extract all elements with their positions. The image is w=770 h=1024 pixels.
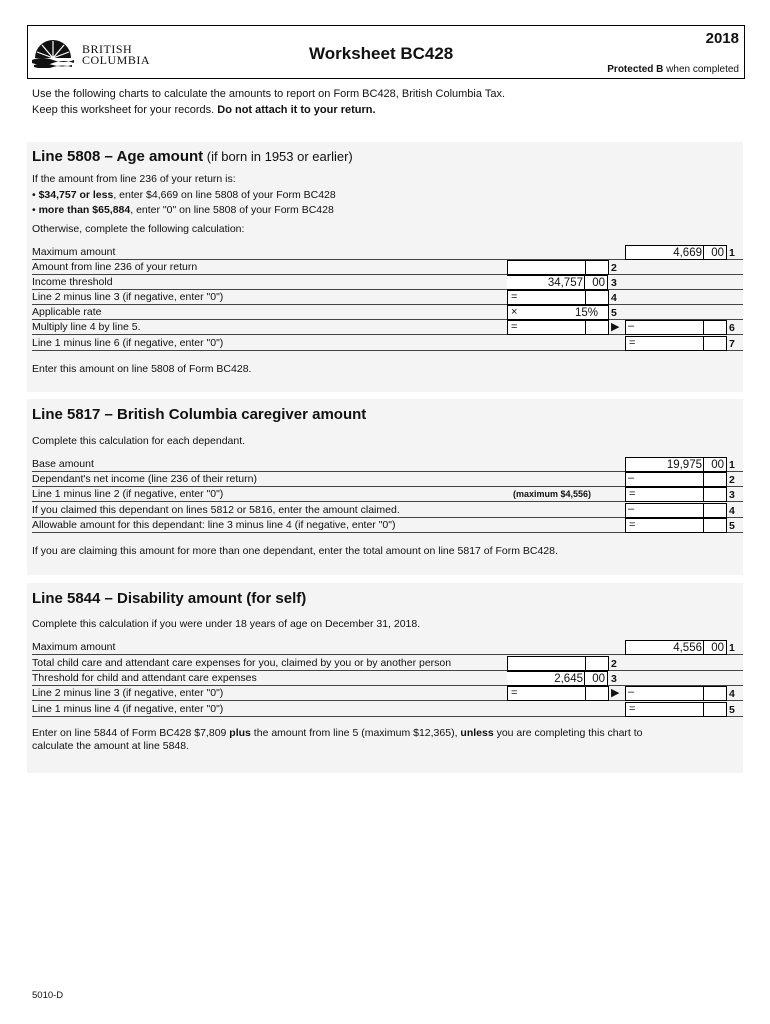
maximum-note: (maximum $4,556): [513, 489, 592, 499]
rate-field: [507, 305, 609, 320]
row-label: Multiply line 4 by line 5.: [32, 321, 141, 333]
section-line-5844: [27, 583, 743, 773]
equals-operator: =: [511, 291, 518, 303]
form-code: 5010-D: [32, 990, 64, 1001]
amount-field[interactable]: [625, 457, 727, 472]
line-5817-row-1: [27, 457, 743, 472]
line-5808-row-5: [27, 305, 743, 320]
amount-cents: 00: [592, 673, 605, 685]
logo-text-line1: BRITISH: [82, 42, 133, 56]
line-number: 7: [729, 338, 735, 350]
minus-operator: –: [628, 686, 635, 698]
section-5844-title: [32, 590, 306, 607]
line-5844-row-2: [27, 656, 743, 671]
section-line-5817: [27, 399, 743, 575]
section-5844-footer-line2: calculate the amount at line 5848.: [32, 740, 190, 752]
rate-value: 15%: [574, 307, 598, 319]
section-5808-otherwise: Otherwise, complete the following calculation:: [32, 223, 245, 235]
line-5817-row-2: [27, 472, 743, 487]
line-5817-row-5: [27, 518, 743, 533]
line-5808-row-6: [27, 320, 743, 335]
minus-operator: –: [628, 503, 635, 515]
amount-field[interactable]: [625, 518, 727, 533]
form-year: 2018: [705, 30, 739, 47]
line-number: 5: [611, 307, 617, 319]
amount-field[interactable]: [625, 245, 727, 260]
line-number: 2: [729, 474, 735, 486]
amount-field[interactable]: [625, 503, 727, 518]
amount-value: 4,669: [673, 247, 702, 259]
row-label: Dependant's net income (line 236 of their return): [32, 473, 257, 485]
amount-cents: 00: [592, 277, 605, 289]
row-label: Base amount: [32, 458, 94, 470]
row-label: Maximum amount: [32, 246, 116, 258]
row-label: Line 2 minus line 3 (if negative, enter "0"): [32, 291, 224, 303]
amount-field[interactable]: [625, 686, 727, 701]
line-5844-row-3: [27, 671, 743, 686]
bullet-2-rest: , enter "0" on line 5808 of your Form BC428: [130, 204, 334, 216]
amount-field[interactable]: [625, 640, 727, 655]
line-5808-row-7: [27, 336, 743, 351]
line-number: 5: [729, 520, 735, 532]
section-5808-intro: If the amount from line 236 of your return is:: [32, 173, 236, 185]
row-label: Maximum amount: [32, 641, 116, 653]
amount-field[interactable]: [507, 686, 609, 701]
amount-field[interactable]: [625, 487, 727, 502]
bullet-1-rest: , enter $4,669 on line 5808 of your Form BC428: [113, 189, 336, 201]
amount-field[interactable]: [625, 472, 727, 487]
amount-value: 34,757: [547, 277, 583, 289]
section-5844-title-rest: – Disability amount (for self): [100, 590, 307, 607]
form-header: [27, 25, 745, 79]
bc-sun-logo-icon: [32, 34, 74, 68]
line-5817-row-3: [27, 487, 743, 502]
line-number: 4: [729, 688, 735, 700]
amount-field[interactable]: [507, 290, 609, 305]
section-5844-footer: [32, 727, 643, 739]
amount-field[interactable]: [625, 320, 727, 335]
line-number: 4: [729, 505, 735, 517]
section-5808-title-rest: – Age amount: [100, 148, 204, 165]
line-5808-row-2: [27, 260, 743, 275]
protected-suffix: when completed: [663, 64, 739, 75]
intro-text-2-normal: Keep this worksheet for your records.: [32, 104, 218, 116]
section-5808-subtitle: (if born in 1953 or earlier): [203, 149, 353, 164]
line-5808-row-4: [27, 290, 743, 305]
line-5817-row-4: [27, 503, 743, 518]
line-5808-row-3: [27, 275, 743, 290]
section-line-5808: [27, 142, 743, 392]
line-number: 2: [611, 658, 617, 670]
amount-field[interactable]: [507, 656, 609, 671]
footer-part-c: the amount from line 5 (maximum $12,365),: [250, 727, 461, 739]
amount-cents: 00: [711, 247, 724, 259]
amount-cents: 00: [711, 459, 724, 471]
minus-operator: –: [628, 472, 635, 484]
footer-part-e: you are completing this chart to: [493, 727, 643, 739]
intro-text-2: [32, 104, 376, 116]
row-label: Income threshold: [32, 276, 113, 288]
line-number: 1: [729, 459, 735, 471]
multiply-operator: ×: [511, 306, 518, 318]
row-label: Line 1 minus line 6 (if negative, enter "0"): [32, 337, 224, 349]
section-5817-footer: If you are claiming this amount for more than one dependant, enter the total amount on line 5817 of Form BC428.: [32, 545, 558, 557]
line-5844-row-4: [27, 686, 743, 701]
bc-logo: [32, 34, 152, 70]
amount-field[interactable]: [625, 336, 727, 351]
amount-field[interactable]: [507, 260, 609, 275]
amount-field[interactable]: [507, 320, 609, 335]
line-number: 5: [729, 704, 735, 716]
section-5817-title: [32, 406, 366, 423]
line-number: 1: [729, 247, 735, 259]
amount-value: 4,556: [673, 642, 702, 654]
amount-cents: 00: [711, 642, 724, 654]
footer-part-a: Enter on line 5844 of Form BC428 $7,809: [32, 727, 230, 739]
minus-operator: –: [628, 320, 635, 332]
line-number: 6: [729, 322, 735, 334]
equals-operator: =: [511, 321, 518, 333]
page-title: Worksheet BC428: [309, 44, 454, 63]
section-5817-title-line: Line 5817: [32, 406, 101, 423]
row-label: Line 1 minus line 2 (if negative, enter "0"): [32, 488, 224, 500]
footer-plus: plus: [229, 727, 251, 739]
amount-value: 19,975: [666, 459, 702, 471]
line-number: 3: [611, 673, 617, 685]
line-5844-row-5: [27, 702, 743, 717]
section-5808-title: [32, 148, 353, 165]
row-label: Applicable rate: [32, 306, 102, 318]
section-5808-bullet-1: • $34,757 or less, enter $4,669 on line 5808 of your Form BC428: [32, 189, 336, 201]
row-label: Amount from line 236 of your return: [32, 261, 198, 273]
line-5844-row-1: [27, 640, 743, 655]
line-number: 1: [729, 642, 735, 654]
bullet-2-bold: more than $65,884: [38, 204, 131, 216]
intro-text-2-bold: Do not attach it to your return.: [217, 104, 376, 116]
protected-notice: [607, 64, 739, 75]
arrow-right-icon: ▶: [611, 321, 620, 333]
amount-field[interactable]: [507, 671, 608, 686]
section-5844-intro: Complete this calculation if you were under 18 years of age on December 31, 2018.: [32, 618, 421, 630]
section-5817-intro: Complete this calculation for each dependant.: [32, 435, 246, 447]
row-label: Threshold for child and attendant care expenses: [32, 672, 257, 684]
logo-text-line2: COLUMBIA: [82, 53, 151, 67]
row-label: Line 1 minus line 4 (if negative, enter "0"): [32, 703, 224, 715]
line-number: 4: [611, 292, 617, 304]
line-5808-row-1: [27, 245, 743, 260]
section-5808-bullet-2: • more than $65,884, enter "0" on line 5808 of your Form BC428: [32, 204, 334, 216]
line-number: 3: [729, 489, 735, 501]
equals-operator: =: [629, 703, 636, 715]
protected-label: Protected B: [607, 64, 664, 75]
equals-operator: =: [629, 519, 636, 531]
section-5808-footer: Enter this amount on line 5808 of Form BC428.: [32, 363, 252, 375]
footer-unless: unless: [460, 727, 494, 739]
line-number: 3: [611, 277, 617, 289]
amount-value: 2,645: [554, 673, 583, 685]
bullet-1-bold: $34,757 or less: [38, 189, 114, 201]
section-5808-title-line: Line 5808: [32, 148, 101, 165]
amount-field[interactable]: [507, 275, 608, 290]
equals-operator: =: [629, 337, 636, 349]
equals-operator: =: [511, 687, 518, 699]
section-5844-title-line: Line 5844: [32, 590, 101, 607]
row-label: If you claimed this dependant on lines 5812 or 5816, enter the amount claimed.: [32, 504, 400, 516]
row-label: Allowable amount for this dependant: line 3 minus line 4 (if negative, enter "0"): [32, 519, 396, 531]
row-label: Total child care and attendant care expenses for you, claimed by you or by another person: [32, 657, 452, 669]
amount-field[interactable]: [625, 702, 727, 717]
row-label: Line 2 minus line 3 (if negative, enter "0"): [32, 687, 224, 699]
section-5817-title-rest: – British Columbia caregiver amount: [100, 406, 367, 423]
line-number: 2: [611, 262, 617, 274]
arrow-right-icon: ▶: [611, 687, 620, 699]
intro-text-1: Use the following charts to calculate the amounts to report on Form BC428, British Columbia Tax.: [32, 88, 506, 100]
equals-operator: =: [629, 488, 636, 500]
